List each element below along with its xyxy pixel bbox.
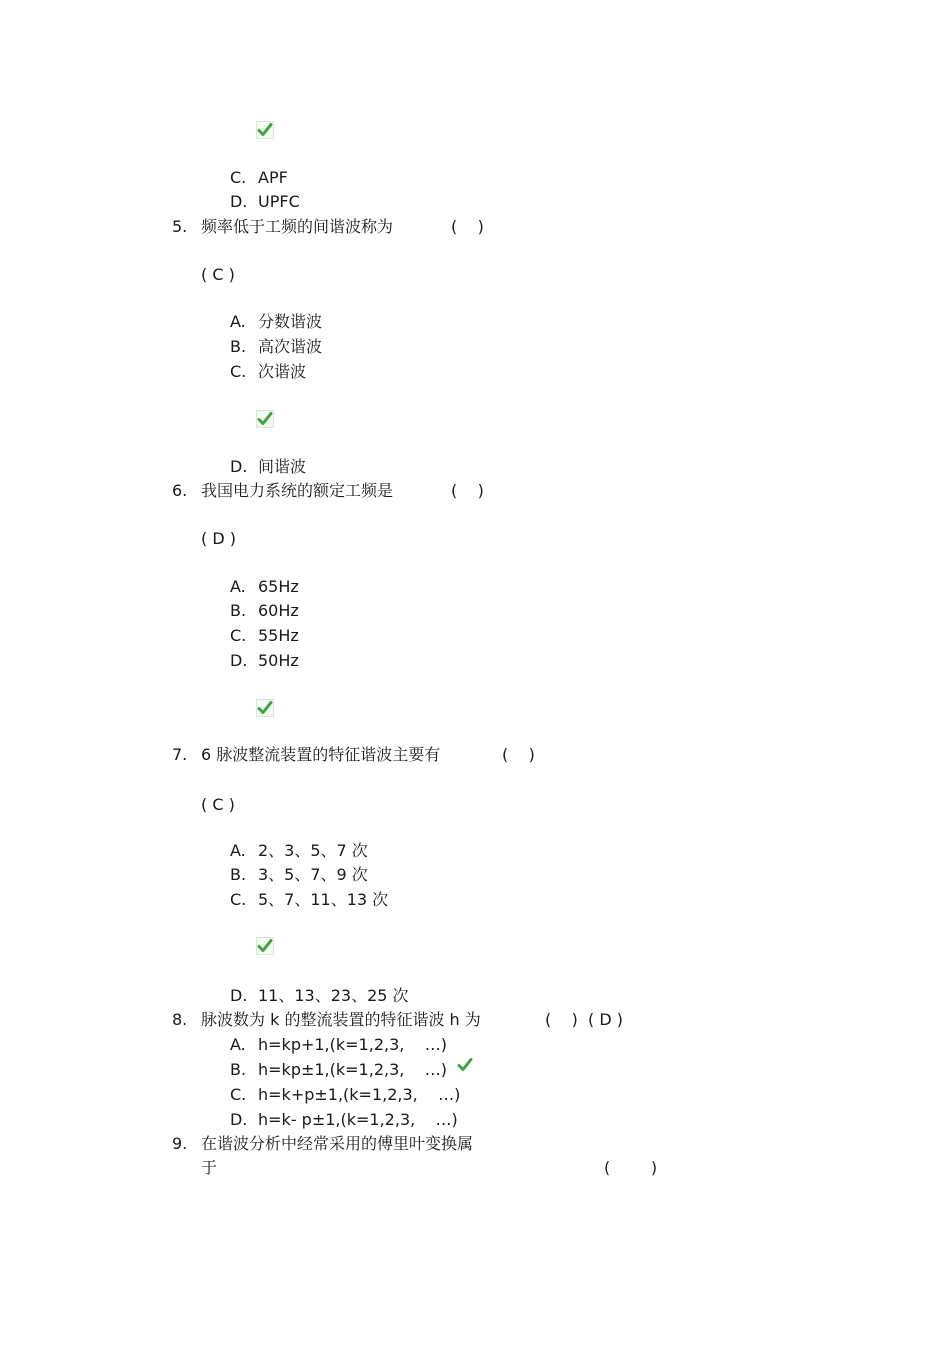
option-text: 间谐波: [258, 457, 307, 476]
option-text: 分数谐波: [258, 312, 323, 331]
option-letter: B.: [230, 865, 247, 884]
answer-key: ( C ): [201, 265, 235, 284]
option-text: h=kp+1,(k=1,2,3, …): [258, 1035, 447, 1054]
option-text: 高次谐波: [258, 337, 323, 356]
question-number: 9.: [172, 1134, 188, 1153]
option-letter: C.: [230, 168, 247, 187]
option-text: 65Hz: [258, 577, 299, 596]
question-number: 7.: [172, 745, 188, 764]
option-letter: A.: [230, 577, 246, 596]
checkmark-icon: [456, 1056, 474, 1074]
answer-blank: ( ): [451, 481, 484, 500]
question-number: 8.: [172, 1010, 188, 1029]
option-letter: D.: [230, 1110, 248, 1129]
answer-key: ( D ): [588, 1010, 623, 1029]
question-stem-continued: 于: [201, 1158, 218, 1177]
checkmark-icon: [256, 410, 274, 428]
option-letter: D.: [230, 457, 248, 476]
question-stem: 脉波数为 k 的整流装置的特征谐波 h 为: [201, 1010, 481, 1029]
checkmark-icon: [256, 937, 274, 955]
option-text: 次谐波: [258, 362, 307, 381]
answer-blank: ( ): [502, 745, 535, 764]
option-letter: B.: [230, 601, 247, 620]
checkmark-icon: [256, 121, 274, 139]
option-letter: C.: [230, 362, 247, 381]
answer-blank: ( ): [451, 217, 484, 236]
option-text: 2、3、5、7 次: [258, 841, 368, 860]
option-text: 60Hz: [258, 601, 299, 620]
question-stem: 在谐波分析中经常采用的傅里叶变换属: [201, 1134, 474, 1153]
option-letter: A.: [230, 841, 246, 860]
option-letter: B.: [230, 1060, 247, 1079]
option-text: 55Hz: [258, 626, 299, 645]
option-text: 3、5、7、9 次: [258, 865, 368, 884]
option-letter: D.: [230, 986, 248, 1005]
option-letter: B.: [230, 337, 247, 356]
option-text: APF: [258, 168, 288, 187]
answer-blank: ( ): [604, 1158, 658, 1177]
option-letter: A.: [230, 312, 246, 331]
option-letter: D.: [230, 192, 248, 211]
option-letter: C.: [230, 1085, 247, 1104]
option-text: 11、13、23、25 次: [258, 986, 409, 1005]
question-stem: 6 脉波整流装置的特征谐波主要有: [201, 745, 441, 764]
option-text: h=k- p±1,(k=1,2,3, …): [258, 1110, 458, 1129]
checkmark-icon: [256, 699, 274, 717]
option-text: 5、7、11、13 次: [258, 890, 389, 909]
question-number: 6.: [172, 481, 188, 500]
answer-key: ( C ): [201, 795, 235, 814]
option-text: 50Hz: [258, 651, 299, 670]
option-letter: A.: [230, 1035, 246, 1054]
option-letter: D.: [230, 651, 248, 670]
answer-blank: ( ): [545, 1010, 578, 1029]
question-stem: 频率低于工频的间谐波称为: [201, 217, 394, 236]
option-letter: C.: [230, 626, 247, 645]
answer-key: ( D ): [201, 529, 236, 548]
option-text: h=k+p±1,(k=1,2,3, …): [258, 1085, 461, 1104]
option-letter: C.: [230, 890, 247, 909]
question-number: 5.: [172, 217, 188, 236]
question-stem: 我国电力系统的额定工频是: [201, 481, 394, 500]
option-text: h=kp±1,(k=1,2,3, …): [258, 1060, 447, 1079]
option-text: UPFC: [258, 192, 300, 211]
